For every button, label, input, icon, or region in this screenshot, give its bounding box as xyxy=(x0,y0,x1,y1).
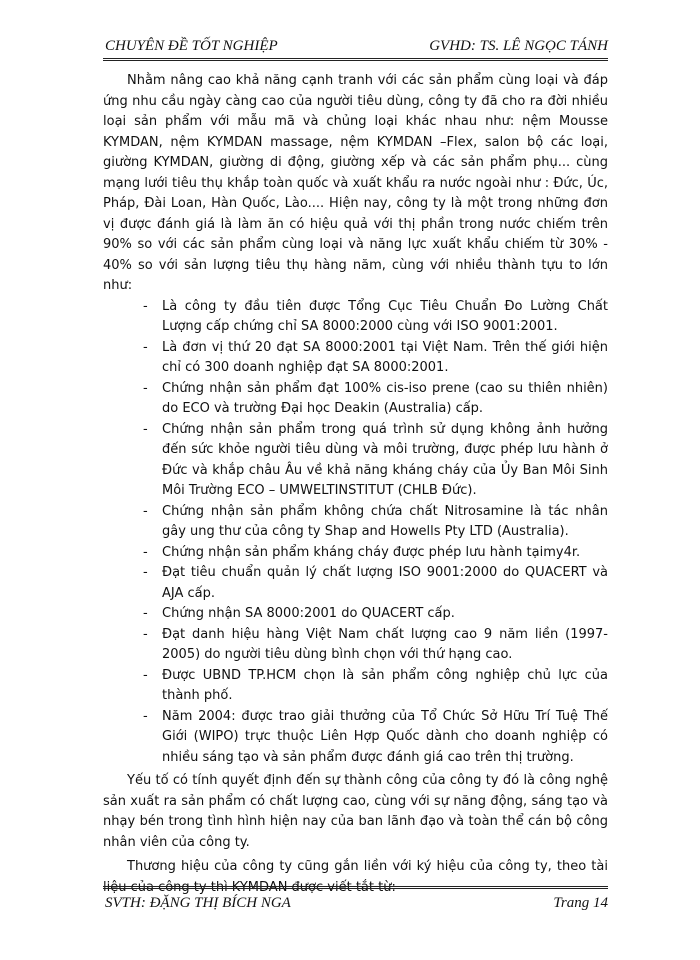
achievement-text: Chứng nhận sản phẩm không chứa chất Nitrosamine là tác nhân gây ung thư của công ty Shap and Howells Pty LTD (Australia). xyxy=(162,503,608,539)
header-title: CHUYÊN ĐỀ TỐT NGHIỆP xyxy=(105,38,278,54)
brand-paragraph: Thương hiệu của công ty cũng gắn liền với ký hiệu của công ty, theo tài liệu của công ty thì KYMDAN được viết tắt từ: xyxy=(103,859,608,895)
achievement-item xyxy=(103,338,608,379)
bullet-dash: - xyxy=(143,667,148,683)
achievement-item xyxy=(103,502,608,543)
achievement-item xyxy=(103,604,608,625)
achievement-text: Chứng nhận sản phẩm trong quá trình sử dụng không ảnh hưởng đến sức khỏe người tiêu dùng và môi trường, được phép lưu hành ở Đức và khắp châu Âu về khả năng kháng cháy của Ủy Ban Môi Sinh Môi Trường ECO – UMWELTINSTITUT (CHLB Đức). xyxy=(162,421,608,498)
achievement-text: Được UBND TP.HCM chọn là sản phẩm công nghiệp chủ lực của thành phố. xyxy=(162,667,608,703)
page-number: Trang 14 xyxy=(553,895,608,911)
achievement-item xyxy=(103,543,608,564)
bullet-dash: - xyxy=(143,298,148,314)
bullet-dash: - xyxy=(143,380,148,396)
achievement-text: Chứng nhận SA 8000:2001 do QUACERT cấp. xyxy=(162,606,455,621)
intro-paragraph: Nhằm nâng cao khả năng cạnh tranh với các sản phẩm cùng loại và đáp ứng nhu cầu ngày càng cao của người tiêu dùng, công ty đã cho ra đời nhiều loại sản phẩm với mẫu mã và chủng loại khác nhau như: nệm Mousse KYMDAN, nệm KYMDAN massage, nệm KYMDAN –Flex, salon bộ các loại, giường KYMDAN, giường di động, giường xếp và các sản phẩm phụ... cùng mạng lưới tiêu thụ khắp toàn quốc và xuất khẩu ra nước ngoài như : Đức, Úc, Pháp, Đài Loan, Hàn Quốc, Lào.... Hiện nay, công ty là một trong những đơn vị được đánh giá là làm ăn có hiệu quả với thị phần trong nước chiếm trên 90% so với các sản phẩm cùng loại và năng lực xuất khẩu chiếm từ 30% - 40% so với sản lượng tiêu thụ hàng năm, cùng với nhiều thành tựu to lớn như: xyxy=(103,73,608,293)
achievement-item xyxy=(103,707,608,769)
achievement-item xyxy=(103,563,608,604)
achievement-text: Là đơn vị thứ 20 đạt SA 8000:2001 tại Việt Nam. Trên thế giới hiện chỉ có 300 doanh nghiệp đạt SA 8000:2001. xyxy=(162,339,608,375)
header-advisor: GVHD: TS. LÊ NGỌC TÁNH xyxy=(429,38,608,54)
achievement-text: Năm 2004: được trao giải thưởng của Tổ Chức Sở Hữu Trí Tuệ Thế Giới (WIPO) trực thuộc Liên Hợp Quốc dành cho doanh nghiệp có nhiều sáng tạo và sản phẩm được đánh giá cao trên thị trường. xyxy=(162,708,608,765)
bullet-dash: - xyxy=(143,339,148,355)
achievement-item xyxy=(103,420,608,502)
achievement-text: Đạt tiêu chuẩn quản lý chất lượng ISO 9001:2000 do QUACERT và AJA cấp. xyxy=(162,565,608,601)
bullet-dash: - xyxy=(143,503,148,519)
achievement-text: Đạt danh hiệu hàng Việt Nam chất lượng cao 9 năm liền (1997-2005) do người tiêu dùng bình chọn với thứ hạng cao. xyxy=(162,626,608,662)
bullet-dash: - xyxy=(143,421,148,437)
bullet-dash: - xyxy=(143,544,148,560)
page-header xyxy=(103,36,608,61)
achievement-text: Chứng nhận sản phẩm kháng cháy được phép lưu hành tạimy4r. xyxy=(162,544,581,560)
success-factor-paragraph: Yếu tố có tính quyết định đến sự thành công của công ty đó là công nghệ sản xuất ra sản phẩm có chất lượng cao, cùng với sự năng động, sáng tạo và nhạy bén trong tình hình hiện nay của ban lãnh đạo và toàn thể cán bộ công nhân viên của công ty. xyxy=(103,773,608,850)
footer-author: SVTH: ĐẶNG THỊ BÍCH NGA xyxy=(105,895,291,911)
achievement-item xyxy=(103,666,608,707)
achievement-item xyxy=(103,297,608,338)
achievement-text: Là công ty đầu tiên được Tổng Cục Tiêu Chuẩn Đo Lường Chất Lượng cấp chứng chỉ SA 8000:2000 cùng với ISO 9001:2001. xyxy=(162,298,608,334)
achievement-text: Chứng nhận sản phẩm đạt 100% cis-iso prene (cao su thiên nhiên) do ECO và trường Đại học Deakin (Australia) cấp. xyxy=(162,380,608,416)
page-footer xyxy=(103,886,608,911)
bullet-dash: - xyxy=(143,708,148,724)
achievement-item xyxy=(103,625,608,666)
bullet-dash: - xyxy=(143,606,148,621)
page-body xyxy=(103,71,608,898)
achievements-list xyxy=(103,297,608,769)
achievement-item xyxy=(103,379,608,420)
bullet-dash: - xyxy=(143,565,148,580)
bullet-dash: - xyxy=(143,626,148,642)
